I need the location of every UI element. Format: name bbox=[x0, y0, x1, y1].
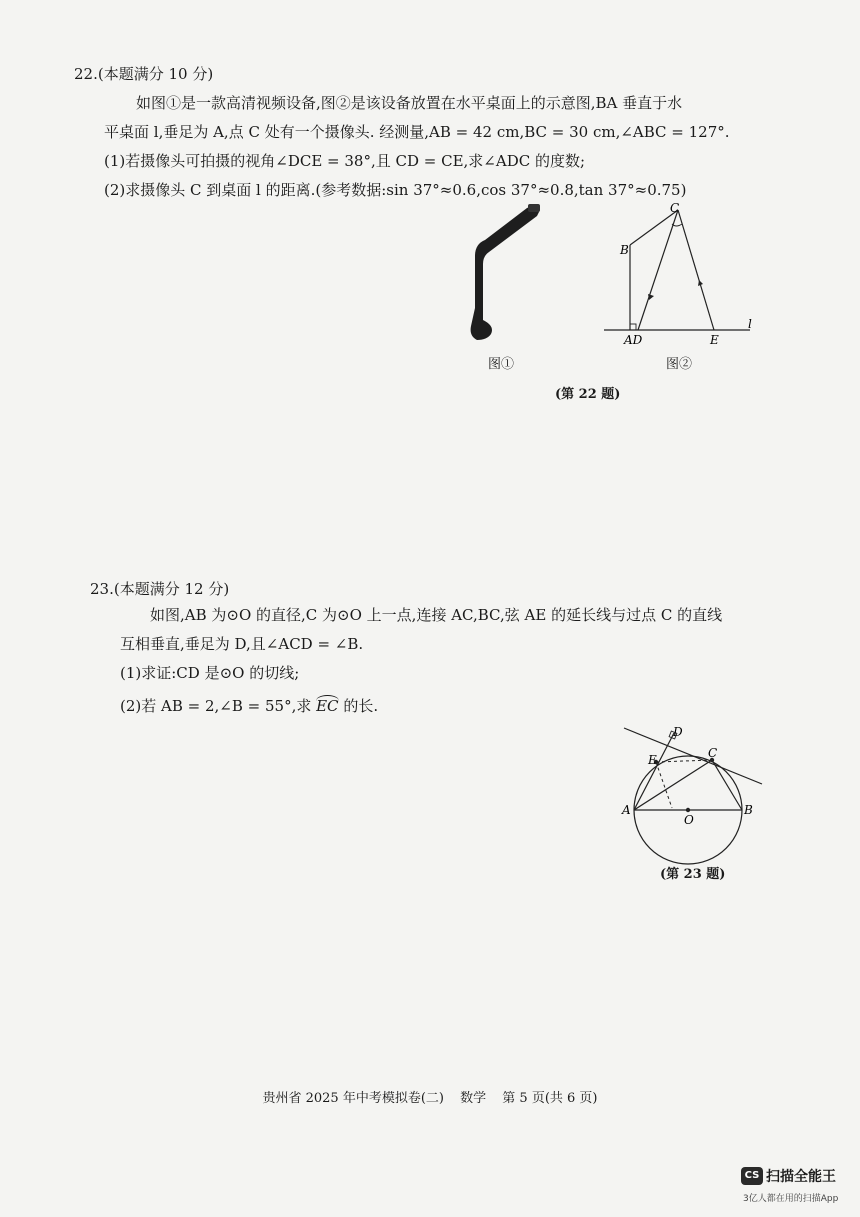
q23-part2-suffix: 的长. bbox=[338, 697, 379, 715]
q22-point-C: C bbox=[670, 201, 680, 215]
q23-caption: (第 23 题) bbox=[660, 867, 726, 882]
q22-part1: (1)若摄像头可拍摄的视角∠DCE = 38°,且 CD = CE,求∠ADC 的度数; bbox=[104, 152, 586, 170]
q23-point-D: D bbox=[673, 725, 683, 739]
scanner-logo-icon: CS bbox=[741, 1167, 763, 1185]
q23-point-A: A bbox=[622, 803, 631, 817]
q23-line1: 如图,AB 为⊙O 的直径,C 为⊙O 上一点,连接 AC,BC,弦 AE 的延长线与过点 C 的直线 bbox=[150, 606, 723, 624]
q22-figure1-label: 图① bbox=[488, 357, 515, 372]
q23-line2: 互相垂直,垂足为 D,且∠ACD = ∠B. bbox=[120, 635, 364, 653]
q23-part2-arc: EC bbox=[316, 697, 339, 715]
q22-line1: 如图①是一款高清视频设备,图②是该设备放置在水平桌面上的示意图,BA 垂直于水 bbox=[136, 94, 683, 112]
q22-figure1-device bbox=[455, 200, 545, 350]
q23-part2 bbox=[120, 692, 378, 721]
q23-part2-prefix: (2)若 AB = 2,∠B = 55°,求 bbox=[120, 697, 317, 715]
q23-point-E: E bbox=[648, 753, 657, 767]
q23-point-C: C bbox=[708, 746, 718, 760]
page-footer bbox=[0, 1087, 860, 1106]
q22-part2: (2)求摄像头 C 到桌面 l 的距离.(参考数据:sin 37°≈0.6,cos 37°≈0.8,tan 37°≈0.75) bbox=[104, 181, 687, 199]
q23-figure-circle bbox=[620, 720, 770, 865]
q23-part1: (1)求证:CD 是⊙O 的切线; bbox=[120, 664, 300, 682]
q22-point-E: E bbox=[710, 333, 719, 347]
q22-point-AD: AD bbox=[624, 333, 643, 347]
q22-caption: (第 22 题) bbox=[555, 387, 621, 402]
footer-subject: 数学 bbox=[460, 1091, 487, 1106]
footer-page: 第 5 页(共 6 页) bbox=[502, 1091, 598, 1106]
scanner-tagline: 3亿人都在用的扫描App bbox=[743, 1194, 839, 1204]
q23-point-B: B bbox=[744, 803, 753, 817]
q22-line2: 平桌面 l,垂足为 A,点 C 处有一个摄像头. 经测量,AB = 42 cm,BC = 30 cm,∠ABC = 127°. bbox=[104, 123, 730, 141]
q22-point-B: B bbox=[620, 243, 629, 257]
footer-exam: 贵州省 2025 年中考模拟卷(二) bbox=[262, 1091, 444, 1106]
q22-figure2-label: 图② bbox=[666, 357, 693, 372]
scanner-brand-name: 扫描全能王 bbox=[766, 1168, 836, 1185]
scanner-watermark bbox=[741, 1165, 836, 1186]
q23-point-O: O bbox=[684, 813, 694, 827]
q22-line-l: l bbox=[748, 317, 752, 331]
q22-title: 22.(本题满分 10 分) bbox=[74, 65, 214, 83]
q23-title: 23.(本题满分 12 分) bbox=[90, 580, 230, 598]
q22-figure2-diagram bbox=[600, 200, 770, 350]
